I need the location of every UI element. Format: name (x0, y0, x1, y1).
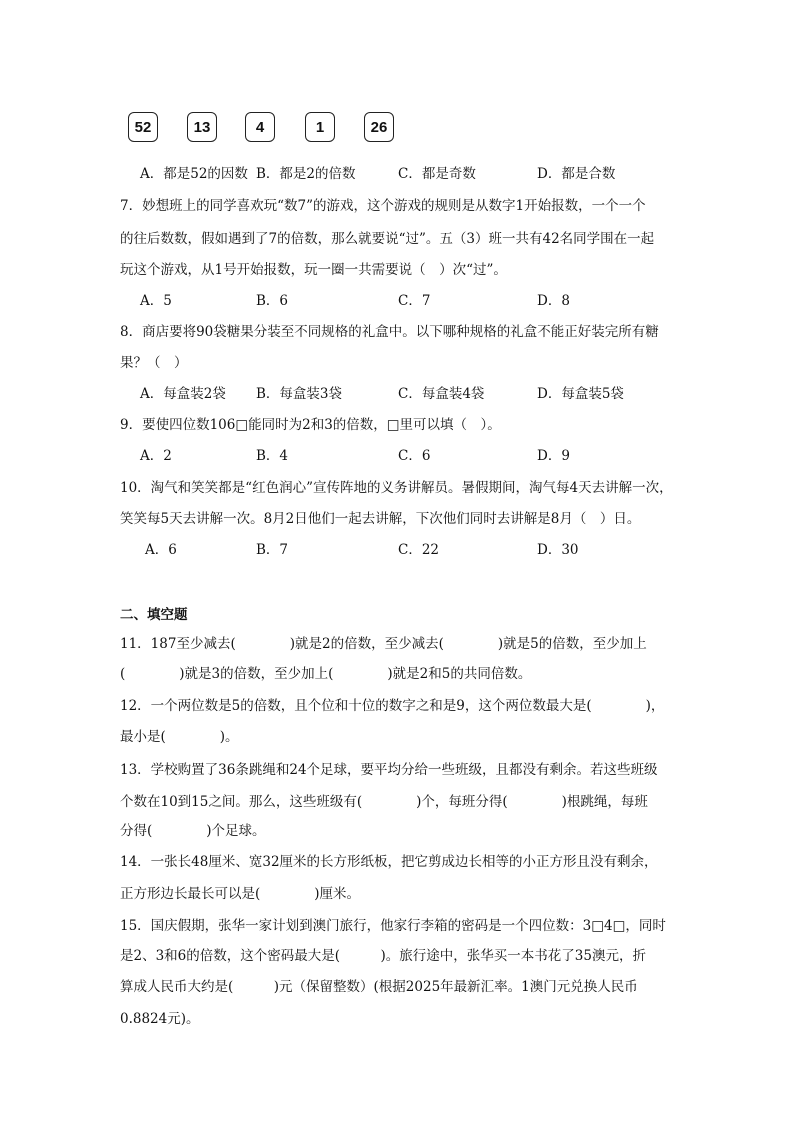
q7-option-b: B．6 (256, 293, 289, 309)
q10-option-d: D．30 (537, 542, 579, 558)
q15-line-2: 是2、3和6的倍数，这个密码最大是( )。旅行途中，张华买一本书花了35澳元，折 (120, 948, 646, 964)
q6-option-c: C．都是奇数 (398, 166, 476, 182)
q14-line-2: 正方形边长最长可以是( )厘米。 (120, 886, 361, 902)
q14-line-1: 14．一张长48厘米、宽32厘米的长方形纸板，把它剪成边长相等的小正方形且没有剩余， (120, 854, 658, 870)
q15-line-1: 15．国庆假期，张华一家计划到澳门旅行，他家行李箱的密码是一个四位数：3□4□，同时 (120, 918, 666, 934)
q8-line-2: 果？（ ） (120, 355, 188, 371)
section-heading-fill-in: 二、填空题 (120, 607, 188, 623)
q8-option-c: C．每盒装4袋 (398, 386, 485, 402)
q7-option-d: D．8 (537, 293, 570, 309)
q8-option-b: B．每盒装3袋 (256, 386, 343, 402)
q7-line-2: 的往后数数，假如遇到了7的倍数，那么就要说“过”。五（3）班一共有42名同学围在一起 (120, 231, 655, 247)
q11-line-2: ( )就是3的倍数，至少加上( )就是2和5的共同倍数。 (120, 666, 532, 682)
number-card-52: 52 (128, 112, 158, 142)
q15-line-3: 算成人民币大约是( )元（保留整数）(根据2025年最新汇率。1澳门元兑换人民币 (120, 979, 638, 995)
q10-option-a: A．6 (145, 542, 177, 558)
q9-line-1: 9．要使四位数106□能同时为2和3的倍数，□里可以填（ ）。 (120, 417, 501, 433)
q8-option-d: D．每盒装5袋 (537, 386, 624, 402)
q9-option-c: C．6 (398, 448, 431, 464)
q11-line-1: 11．187至少减去( )就是2的倍数，至少减去( )就是5的倍数，至少加上 (120, 636, 647, 652)
q13-line-1: 13．学校购置了36条跳绳和24个足球，要平均分给一些班级，且都没有剩余。若这些班级 (120, 762, 658, 778)
q6-option-b: B．都是2的倍数 (256, 166, 356, 182)
q12-line-1: 12．一个两位数是5的倍数，且个位和十位的数字之和是9，这个两位数最大是( )， (120, 698, 665, 714)
q8-line-1: 8．商店要将90袋糖果分装至不同规格的礼盒中。以下哪种规格的礼盒不能正好装完所有糖 (120, 324, 659, 340)
number-card-13: 13 (187, 112, 217, 142)
q10-line-1: 10．淘气和笑笑都是“红色润心”宣传阵地的义务讲解员。暑假期间，淘气每4天去讲解一次， (120, 480, 673, 496)
q13-line-2: 个数在10到15之间。那么，这些班级有( )个，每班分得( )根跳绳，每班 (120, 794, 648, 810)
number-card-26: 26 (364, 112, 394, 142)
q6-option-d: D．都是合数 (537, 166, 616, 182)
q13-line-3: 分得( )个足球。 (120, 823, 266, 839)
q9-option-b: B．4 (256, 448, 289, 464)
q15-line-4: 0.8824元)。 (120, 1011, 200, 1027)
q8-option-a: A．每盒装2袋 (140, 386, 226, 402)
number-card-1: 1 (305, 112, 335, 142)
q12-line-2: 最小是( )。 (120, 729, 239, 745)
q10-line-2: 笑笑每5天去讲解一次。8月2日他们一起去讲解，下次他们同时去讲解是8月（ ）日。 (120, 511, 641, 527)
q6-option-a: A．都是52的因数 (140, 166, 248, 182)
q7-line-3: 玩这个游戏，从1号开始报数，玩一圈一共需要说（ ）次“过”。 (120, 262, 507, 278)
q9-option-d: D．9 (537, 448, 570, 464)
q7-option-a: A．5 (140, 293, 172, 309)
q10-option-b: B．7 (256, 542, 289, 558)
number-card-4: 4 (245, 112, 275, 142)
q7-option-c: C．7 (398, 293, 431, 309)
q7-line-1: 7．妙想班上的同学喜欢玩“数7”的游戏，这个游戏的规则是从数字1开始报数，一个一个 (120, 198, 646, 214)
q10-option-c: C．22 (398, 542, 440, 558)
q9-option-a: A．2 (140, 448, 172, 464)
